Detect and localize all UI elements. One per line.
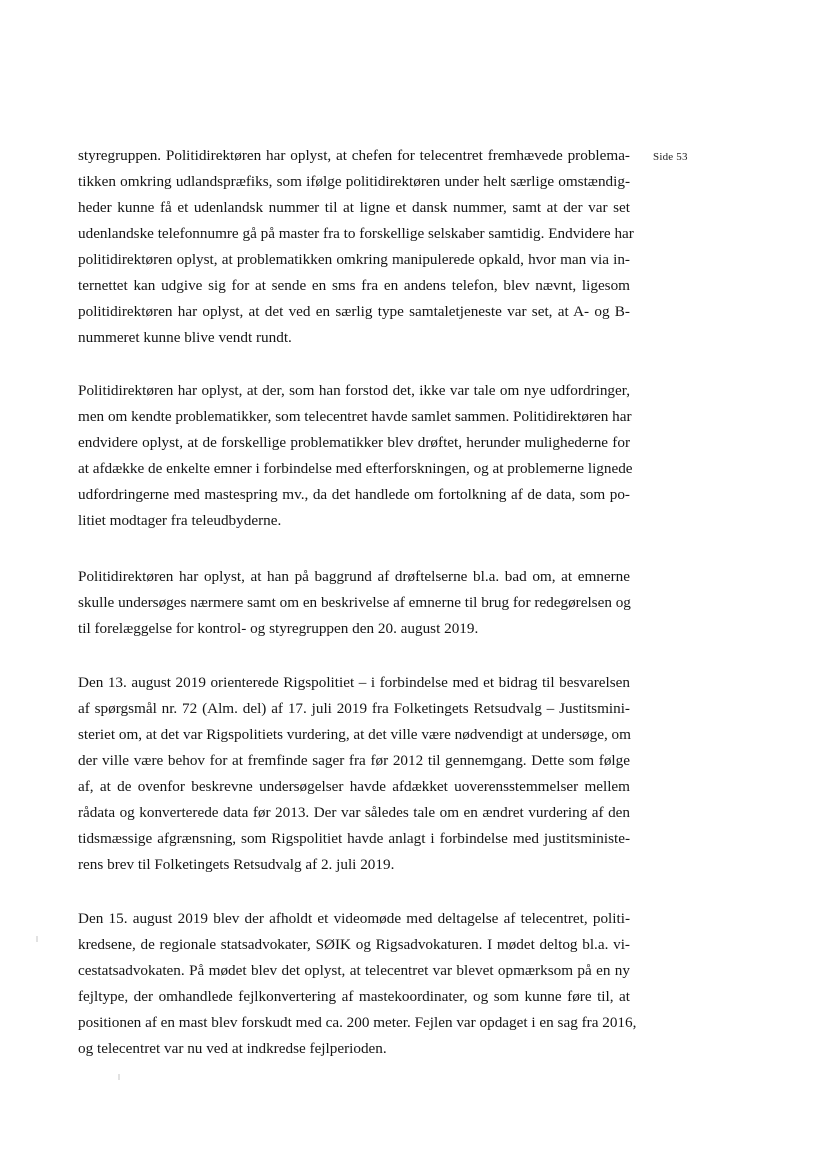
text-line: kredsene, de regionale statsadvokater, SØIK og Rigsadvokaturen. I mødet deltog bl.a. vi- [78,936,630,953]
text-line: steriet om, at det var Rigspolitiets vurdering, at det ville være nødvendigt at undersøge, om [78,726,631,743]
text-line: nummeret kunne blive vendt rundt. [78,329,292,346]
text-line: positionen af en mast blev forskudt med ca. 200 meter. Fejlen var opdaget i en sag fra 2016, [78,1014,637,1031]
text-line: men om kendte problematikker, som telecentret havde samlet sammen. Politidirektøren har [78,408,632,425]
text-line: politidirektøren oplyst, at problematikken omkring manipulerede opkald, hvor man via in- [78,251,630,268]
text-line: af spørgsmål nr. 72 (Alm. del) af 17. juli 2019 fra Folketingets Retsudvalg – Justitsmini- [78,700,630,717]
text-line: heder kunne få et udenlandsk nummer til at ligne et dansk nummer, samt at der var set [78,199,630,216]
text-line: skulle undersøges nærmere samt om en beskrivelse af emnerne til brug for redegørelsen og [78,594,631,611]
text-line: Politidirektøren har oplyst, at der, som han forstod det, ikke var tale om nye udfordringer, [78,382,630,399]
text-line: til forelæggelse for kontrol- og styregruppen den 20. august 2019. [78,620,479,637]
text-line: rådata og konverterede data før 2013. Der var således tale om en ændret vurdering af den [78,804,630,821]
text-line: der ville være behov for at fremfinde sager fra før 2012 til gennemgang. Dette som følge [78,752,630,769]
text-line: cestatsadvokaten. På mødet blev det oplyst, at telecentret var blevet opmærksom på en ny [78,962,630,979]
text-line: Den 15. august 2019 blev der afholdt et videomøde med deltagelse af telecentret, politi- [78,910,630,927]
text-line: tikken omkring udlandspræfiks, som ifølge politidirektøren under helt særlige omstændig- [78,173,630,190]
page-number: Side 53 [653,151,688,163]
text-line: rens brev til Folketingets Retsudvalg af 2. juli 2019. [78,856,395,873]
text-line: litiet modtager fra teleudbyderne. [78,512,282,529]
text-line: udfordringerne med mastespring mv., da det handlede om fortolkning af de data, som po- [78,486,630,503]
text-line: fejltype, der omhandlede fejlkonvertering af mastekoordinater, og som kunne føre til, at [78,988,630,1005]
scan-speck [36,936,38,942]
text-line: Den 13. august 2019 orienterede Rigspolitiet – i forbindelse med et bidrag til besvarelsen [78,674,630,691]
text-line: tidsmæssige afgrænsning, som Rigspolitiet havde anlagt i forbindelse med justitsministe- [78,830,630,847]
text-line: at afdække de enkelte emner i forbindelse med efterforskningen, og at problemerne lignede [78,460,633,477]
text-line: og telecentret var nu ved at indkredse fejlperioden. [78,1040,387,1057]
text-line: udenlandske telefonnumre gå på master fra to forskellige selskaber samtidig. Endvidere har [78,225,634,242]
text-line: Politidirektøren har oplyst, at han på baggrund af drøftelserne bl.a. bad om, at emnerne [78,568,630,585]
text-line: styregruppen. Politidirektøren har oplyst, at chefen for telecentret fremhævede problema- [78,147,630,164]
text-line: politidirektøren har oplyst, at det ved en særlig type samtaletjeneste var set, at A- og B- [78,303,630,320]
scan-speck [118,1074,120,1080]
text-line: endvidere oplyst, at de forskellige problematikker blev drøftet, herunder mulighederne for [78,434,630,451]
text-line: af, at de ovenfor beskrevne undersøgelser havde afdækket uoverensstemmelser mellem [78,778,630,795]
text-line: ternettet kan udgive sig for at sende en sms fra en andens telefon, blev nævnt, ligesom [78,277,630,294]
